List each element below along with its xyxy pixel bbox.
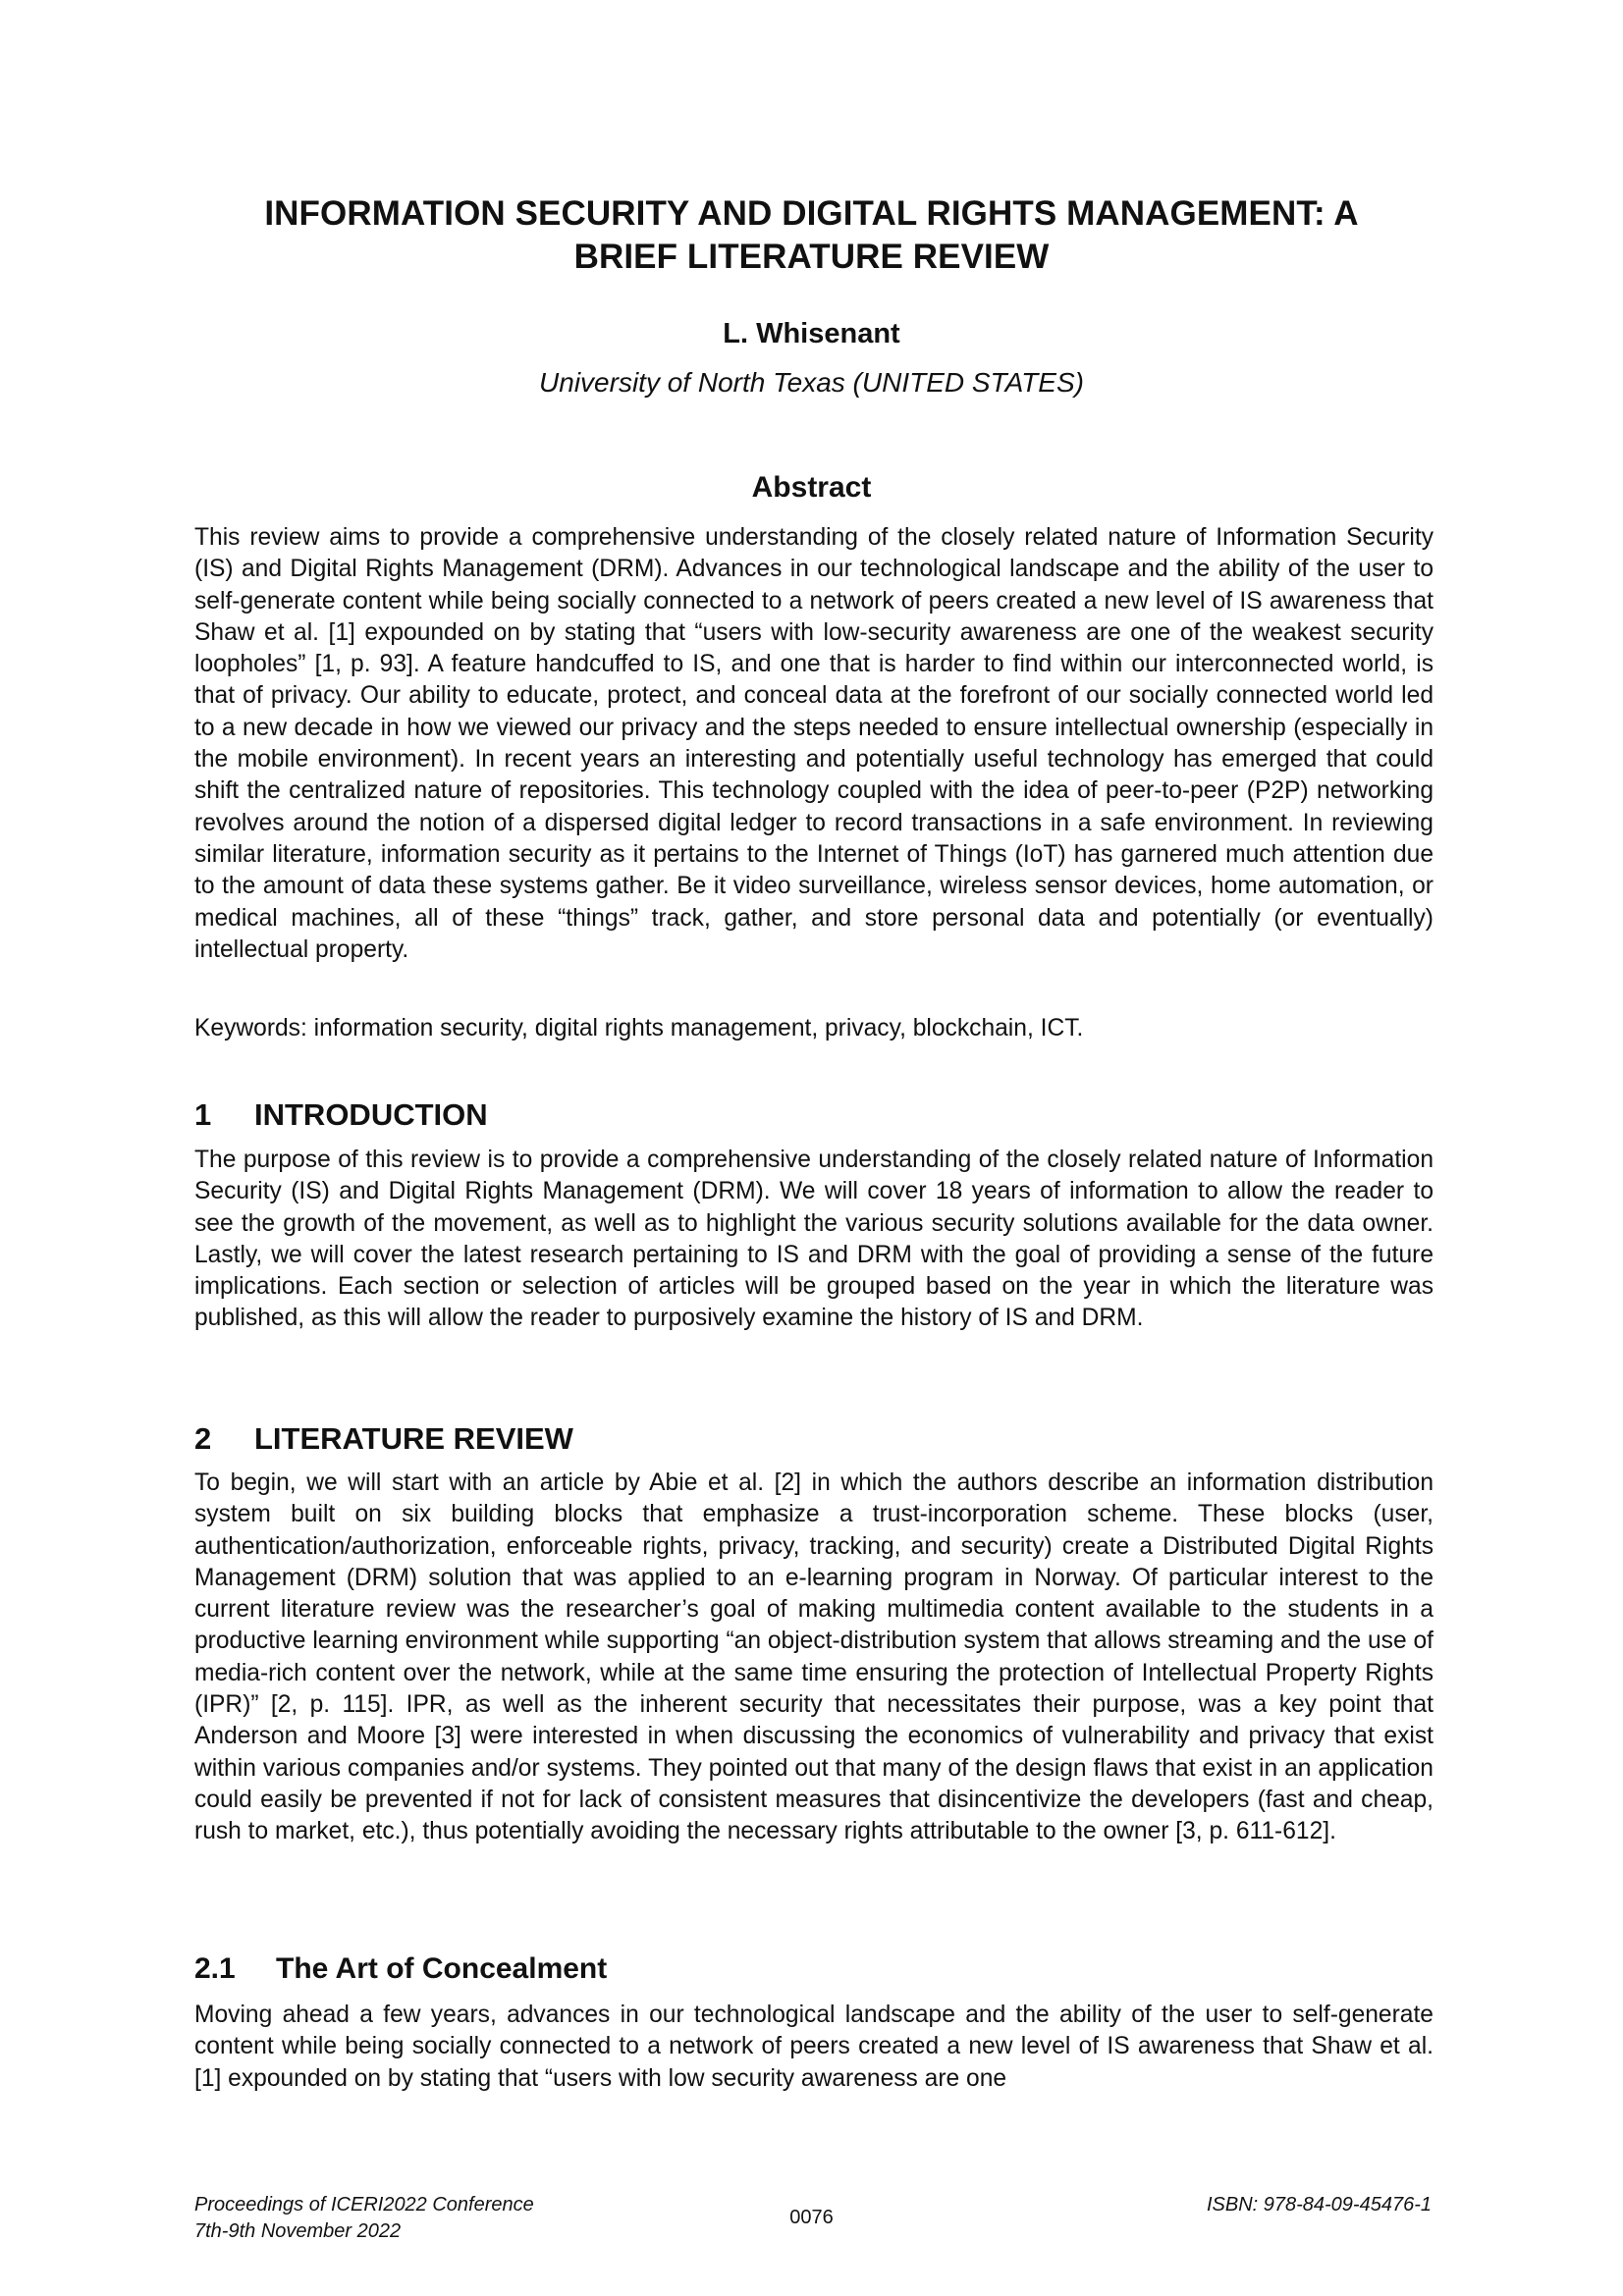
footer-proceedings	[194, 2192, 534, 2245]
section-heading-literature-review	[194, 1420, 573, 1458]
section-number: 1	[194, 1097, 212, 1132]
paper-title-line-2: BRIEF LITERATURE REVIEW	[573, 238, 1050, 276]
introduction-text: The purpose of this review is to provide a comprehensive understanding of the closely related nature of Information Security (IS) and Digital Rights Management (DRM). We will cover 18 years of information to allow the reader to see the growth of the movement, as well as to highlight the various security solutions available for the data owner. Lastly, we will cover the latest research pertaining to IS and DRM with the goal of providing a sense of the future implications. Each section or selection of articles will be grouped based on the year in which the literature was published, as this will allow the reader to purposively examine the history of IS and DRM.	[194, 1147, 1434, 1332]
section-heading-introduction	[194, 1096, 488, 1134]
abstract-heading: Abstract	[751, 471, 872, 504]
footer-isbn: ISBN: 978-84-09-45476-1	[1206, 2194, 1432, 2216]
literature-review-text: To begin, we will start with an article by Abie et al. [2] in which the authors describe an information distribution system built on six building blocks that emphasize a trust-incorporation scheme. These blocks (user, authentication/authorization, enforceable rights, privacy, tracking, and security) create a Distributed Digital Rights Management (DRM) solution that was applied to an e-learning program in Norway. Of particular interest to the current literature review was the researcher’s goal of making multimedia content available to the students in a productive learning environment while supporting “an object-distribution system that allows streaming and the use of media-rich content over the network, while at the same time ensuring the protection of Intellectual Property Rights (IPR)” [2, p. 115]. IPR, as well as the inherent security that necessitates their purpose, was a key point that Anderson and Moore [3] were interested in when discussing the economics of vulnerability and privacy that exist within various companies and/or systems. They pointed out that many of the design flaws that exist in an application could easily be prevented if not for lack of consistent measures that disincentivize the developers (fast and cheap, rush to market, etc.), thus potentially avoiding the necessary rights attributable to the owner [3, p. 611-612].	[194, 1469, 1434, 1845]
keywords-line: Keywords: information security, digital rights management, privacy, blockchain, ICT.	[194, 1015, 1084, 1041]
section-title: INTRODUCTION	[254, 1097, 488, 1132]
footer-page-number: 0076	[789, 2207, 834, 2228]
author-affiliation: University of North Texas (UNITED STATES)	[539, 367, 1084, 398]
footer-proceedings-title: Proceedings of ICERI2022 Conference	[194, 2194, 534, 2216]
section-number: 2	[194, 1421, 212, 1456]
author-name: L. Whisenant	[723, 318, 900, 349]
section-title: LITERATURE REVIEW	[254, 1421, 573, 1456]
art-of-concealment-text: Moving ahead a few years, advances in our technological landscape and the ability of the user to self-generate content while being socially connected to a network of peers created a new level of IS awareness that Shaw et al. [1] expounded on by stating that “users with low security awareness are one	[194, 2002, 1434, 2092]
abstract-text: This review aims to provide a comprehensive understanding of the closely related nature of Information Security (IS) and Digital Rights Management (DRM). Advances in our technological landscape and the ability of the user to self-generate content while being socially connected to a network of peers created a new level of IS awareness that Shaw et al. [1] expounded on by stating that “users with low-security awareness are one of the weakest security loopholes” [1, p. 93]. A feature handcuffed to IS, and one that is harder to find within our interconnected world, is that of privacy. Our ability to educate, protect, and conceal data at the forefront of our socially connected world led to a new decade in how we viewed our privacy and the steps needed to ensure intellectual ownership (especially in the mobile environment). In recent years an interesting and potentially useful technology has emerged that could shift the centralized nature of repositories. This technology coupled with the idea of peer-to-peer (P2P) networking revolves around the notion of a dispersed digital ledger to record transactions in a safe environment. In reviewing similar literature, information security as it pertains to the Internet of Things (IoT) has garnered much attention due to the amount of data these systems gather. Be it video surveillance, wireless sensor devices, home automation, or medical machines, all of these “things” track, gather, and store personal data and potentially (or eventually) intellectual property.	[194, 524, 1434, 963]
footer-conference-dates: 7th-9th November 2022	[194, 2220, 402, 2242]
subsection-title: The Art of Concealment	[276, 1952, 608, 1985]
paper-title-line-1: INFORMATION SECURITY AND DIGITAL RIGHTS MANAGEMENT: A	[264, 194, 1359, 233]
subsection-number: 2.1	[194, 1952, 236, 1985]
paper-title	[167, 192, 1456, 279]
subsection-heading-art-of-concealment	[194, 1950, 607, 1988]
